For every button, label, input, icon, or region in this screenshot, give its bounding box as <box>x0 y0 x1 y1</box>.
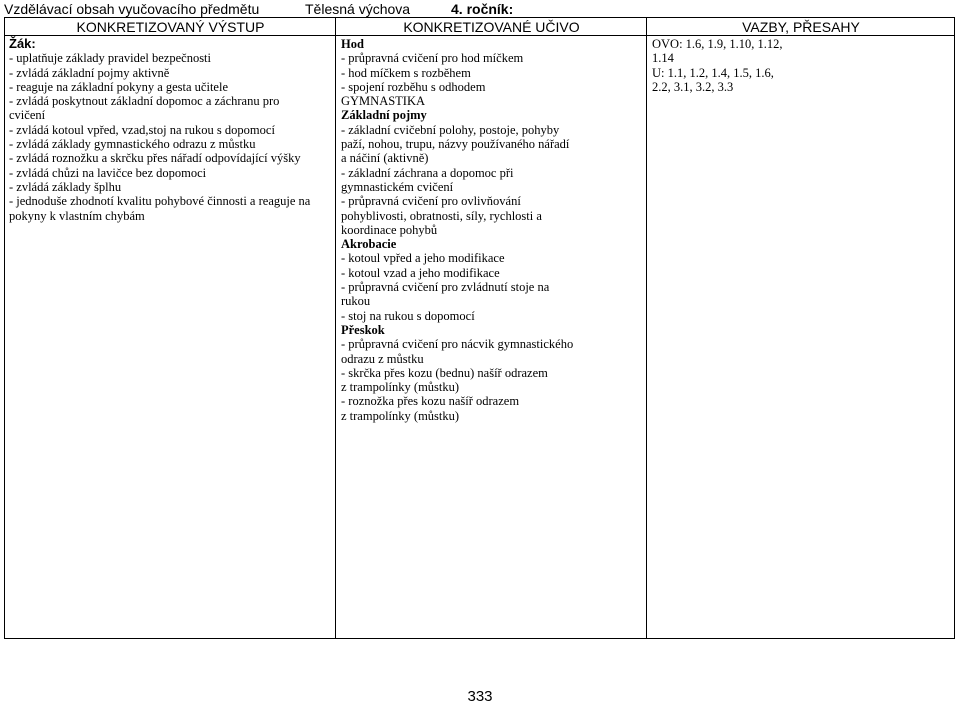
section-title-zakladni-pojmy: Základní pojmy <box>341 108 427 123</box>
links-line: U: 1.1, 1.2, 1.4, 1.5, 1.6, <box>652 65 774 80</box>
content-line: z trampolínky (můstku) <box>341 408 460 423</box>
outcome-line: - zvládá poskytnout základní dopomoc a záchranu pro <box>9 94 280 109</box>
section-title-gymnastika: GYMNASTIKA <box>341 94 426 109</box>
outcome-line: - zvládá chůzi na lavičce bez dopomoci <box>9 165 207 180</box>
outcome-line: - zvládá základní pojmy aktivně <box>9 65 170 80</box>
outcome-line: - zvládá základy gymnastického odrazu z můstku <box>9 137 256 152</box>
column-header-links: VAZBY, PŘESAHY <box>647 18 955 36</box>
content-line: - kotoul vzad a jeho modifikace <box>341 265 500 280</box>
subject-name: Tělesná výchova <box>305 1 411 17</box>
content-line: - kotoul vpřed a jeho modifikace <box>341 251 505 266</box>
links-line: 1.14 <box>652 51 674 66</box>
content-line: - průpravná cvičení pro hod míčkem <box>341 51 524 66</box>
content-line: koordinace pohybů <box>341 222 438 237</box>
links-column <box>652 37 950 94</box>
content-line: - stoj na rukou s dopomocí <box>341 308 475 323</box>
content-line: odrazu z můstku <box>341 351 424 366</box>
outcome-line: cvičení <box>9 108 46 123</box>
outcome-line: - jednoduše zhodnotí kvalitu pohybové činnosti a reaguje na <box>9 194 311 209</box>
content-line: - hod míčkem s rozběhem <box>341 65 471 80</box>
content-line: pohyblivosti, obratnosti, síly, rychlosti a <box>341 208 542 223</box>
section-title-akrobacie: Akrobacie <box>341 237 397 252</box>
outcome-line: - uplatňuje základy pravidel bezpečnosti <box>9 51 212 66</box>
column-header-outcomes: KONKRETIZOVANÝ VÝSTUP <box>5 18 336 36</box>
curriculum-table <box>4 17 955 639</box>
column-divider <box>335 18 336 638</box>
content-line: - průpravná cvičení pro nácvik gymnastického <box>341 337 574 352</box>
content-line: a náčiní (aktivně) <box>341 151 429 166</box>
content-line: paží, nohou, trupu, názvy používaného nářadí <box>341 137 570 152</box>
content-line: - průpravná cvičení pro ovlivňování <box>341 194 521 209</box>
outcome-line: - zvládá kotoul vpřed, vzad,stoj na rukou s dopomocí <box>9 122 275 137</box>
content-line: - spojení rozběhu s odhodem <box>341 79 486 94</box>
links-line: 2.2, 3.1, 3.2, 3.3 <box>652 79 734 94</box>
content-line: z trampolínky (můstku) <box>341 380 460 395</box>
document-header <box>4 0 956 18</box>
outcome-line: - reaguje na základní pokyny a gesta učitele <box>9 79 229 94</box>
outcomes-column <box>9 37 331 223</box>
content-line: gymnastickém cvičení <box>341 179 454 194</box>
outcome-line: - zvládá základy šplhu <box>9 179 122 194</box>
outcome-line: pokyny k vlastním chybám <box>9 208 145 223</box>
section-title-preskok: Přeskok <box>341 322 385 337</box>
content-line: rukou <box>341 294 371 309</box>
content-line: - průpravná cvičení pro zvládnutí stoje na <box>341 280 550 295</box>
content-line: - roznožka přes kozu našíř odrazem <box>341 394 520 409</box>
outcomes-heading: Žák: <box>9 36 36 51</box>
section-title-hod: Hod <box>341 37 364 51</box>
content-line: - základní cvičební polohy, postoje, pohyby <box>341 122 560 137</box>
column-header-content: KONKRETIZOVANÉ UČIVO <box>336 18 647 36</box>
subject-label: Vzdělávací obsah vyučovacího předmětu <box>4 1 260 17</box>
page-number: 333 <box>467 688 493 705</box>
content-line: - skrčka přes kozu (bednu) našíř odrazem <box>341 365 548 380</box>
grade-label: 4. ročník: <box>451 1 514 17</box>
column-divider <box>646 18 647 638</box>
content-column <box>341 37 641 423</box>
links-line: OVO: 1.6, 1.9, 1.10, 1.12, <box>652 37 783 51</box>
outcome-line: - zvládá roznožku a skrčku přes nářadí odpovídající výšky <box>9 151 301 166</box>
content-line: - základní záchrana a dopomoc při <box>341 165 514 180</box>
